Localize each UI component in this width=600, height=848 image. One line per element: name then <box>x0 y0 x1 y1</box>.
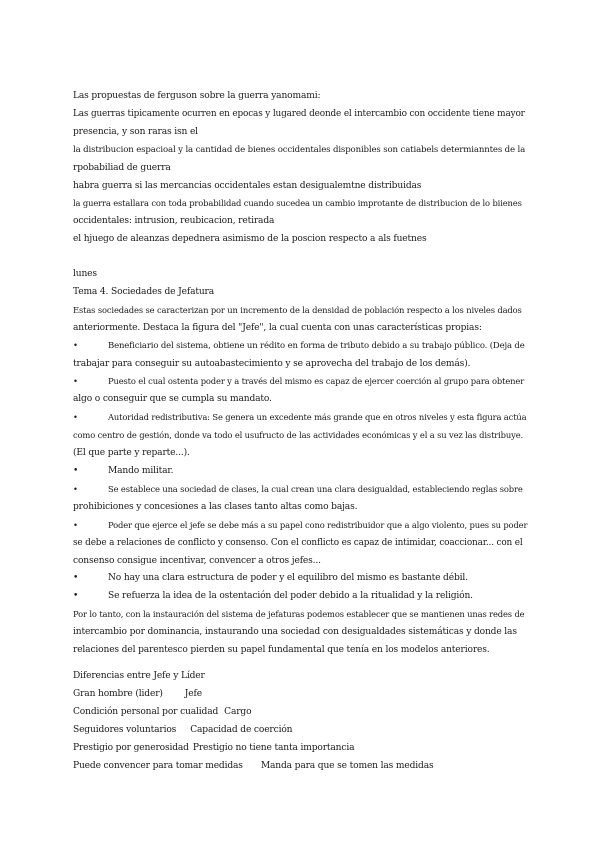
bullet-text: Autoridad redistributiva: Se genera un excedente más grande que en otros niveles y esta figura actúa <box>108 412 527 423</box>
comparison-right: Manda para que se tomen las medidas <box>260 760 434 771</box>
bullet-symbol: • <box>73 519 78 530</box>
bullet-continuation: se debe a relaciones de conflicto y consenso. Con el conflicto es capaz de intimidar, coaccionar... con el <box>73 537 523 548</box>
bullet-continuation: como centro de gestión, donde va todo el usufructo de las actividades económicas y el a su vez las distribuye. <box>73 430 524 441</box>
bullet-text: Mando militar. <box>108 465 174 476</box>
comparison-row <box>73 758 528 776</box>
conclusion-line: relaciones del parentesco pierden su papel fundamental que tenía en los modelos anteriores. <box>73 645 490 656</box>
comparison-right: Capacidad de coerción <box>190 724 293 735</box>
intro-line: Estas sociedades se caracterizan por un incremento de la densidad de población respecto a los niveles dados <box>73 304 522 315</box>
bullet-continuation: consenso consigue incentivar, convencer a otros jefes... <box>73 555 321 566</box>
comparison-right: Prestigio no tiene tanta importancia <box>192 742 355 753</box>
bullet-symbol: • <box>73 340 78 351</box>
comparison-left: Condición personal por cualidad <box>73 706 219 717</box>
bullet-symbol: • <box>73 573 79 584</box>
bullet-symbol: • <box>73 376 78 387</box>
jefe-lider-comparison <box>73 668 528 775</box>
bullet-continuation: (El que parte y reparte...). <box>73 448 190 459</box>
text-line: Las propuestas de ferguson sobre la guerra yanomami: <box>73 91 321 101</box>
intro-line: anteriormente. Destaca la figura del "Jefe", la cual cuenta con unas características propias: <box>73 322 482 333</box>
comparison-row <box>73 686 528 704</box>
bullet-continuation: algo o conseguir que se cumpla su mandato. <box>73 394 272 405</box>
conclusion-line: intercambio por dominancia, instaurando una sociedad con desigualdades sistemáticas y donde las <box>73 627 517 638</box>
comparison-row <box>73 722 528 740</box>
comparison-title: Diferencias entre Jefe y Líder <box>73 671 205 681</box>
text-line: el hjuego de aleanzas depednera asimismo de la poscion respecto a als fuetnes <box>73 234 427 245</box>
bullet-item <box>73 338 528 356</box>
bullet-item <box>73 463 528 481</box>
text-line: Las guerras tipicamente ocurren en epocas y lugared deonde el intercambio con occidente tiene mayor <box>73 108 525 119</box>
bullet-symbol: • <box>73 412 78 423</box>
text-line: rpobabiliad de guerra <box>73 162 171 173</box>
bullet-text: Beneficiario del sistema, obtiene un rédito en forma de tributo debido a su trabajo público. (Deja de <box>108 340 525 351</box>
comparison-left: Gran hombre (lider) <box>73 688 163 699</box>
tema-4-section <box>73 266 528 660</box>
bullet-item <box>73 588 528 606</box>
text-line: la distribucion espacioal y la cantidad de bienes occidentales disponibles son catiabels determianntes de la <box>73 144 526 155</box>
text-line: habra guerra si las mercancias occidentales estan desigualemtne distribuidas <box>73 180 422 191</box>
text-line: la guerra estallara con toda probabilidad cuando sucedea un cambio improtante de distribucion de lo biienes <box>73 198 522 209</box>
bullet-item <box>73 409 528 427</box>
ferguson-notes <box>73 88 528 249</box>
comparison-left: Prestigio por generosidad <box>73 742 189 753</box>
day-label: lunes <box>73 269 97 279</box>
comparison-left: Seguidores voluntarios <box>73 724 177 735</box>
comparison-row <box>73 704 528 722</box>
bullet-continuation: prohibiciones y concesiones a las clases tanto altas como bajas. <box>73 501 358 512</box>
comparison-right: Jefe <box>184 688 202 699</box>
text-line: presencia, y son raras isn el <box>73 126 198 137</box>
bullet-continuation: trabajar para conseguir su autoabastecimiento y se aprovecha del trabajo de los demás). <box>73 358 471 369</box>
bullet-text: Se refuerza la idea de la ostentación del poder debido a la ritualidad y la religión. <box>108 591 473 602</box>
comparison-right: Cargo <box>224 706 252 717</box>
bullet-text: No hay una clara estructura de poder y el equilibro del mismo es bastante débil. <box>108 573 468 584</box>
bullet-item <box>73 517 528 535</box>
comparison-row <box>73 740 528 758</box>
bullet-item <box>73 373 528 391</box>
comparison-left: Puede convencer para tomar medidas <box>73 760 243 771</box>
bullet-symbol: • <box>73 465 79 476</box>
bullet-item <box>73 570 528 588</box>
conclusion-line: Por lo tanto, con la instauración del sistema de jefaturas podemos establecer que se mantienen unas redes de <box>73 609 525 620</box>
bullet-text: Se establece una sociedad de clases, la cual crean una clara desigualdad, estableciendo reglas sobre <box>108 483 523 494</box>
text-line: occidentales: intrusion, reubicacion, retirada <box>73 216 275 227</box>
bullet-text: Poder que ejerce el jefe se debe más a su papel cono redistribuidor que a algo violento, pues su poder <box>108 519 528 530</box>
section-heading: Tema 4. Sociedades de Jefatura <box>73 286 215 297</box>
bullet-symbol: • <box>73 591 79 602</box>
bullet-text: Puesto el cual ostenta poder y a través del mismo es capaz de ejercer coerción al grupo para obtener <box>108 376 525 387</box>
bullet-symbol: • <box>73 483 78 494</box>
bullet-item <box>73 481 528 499</box>
